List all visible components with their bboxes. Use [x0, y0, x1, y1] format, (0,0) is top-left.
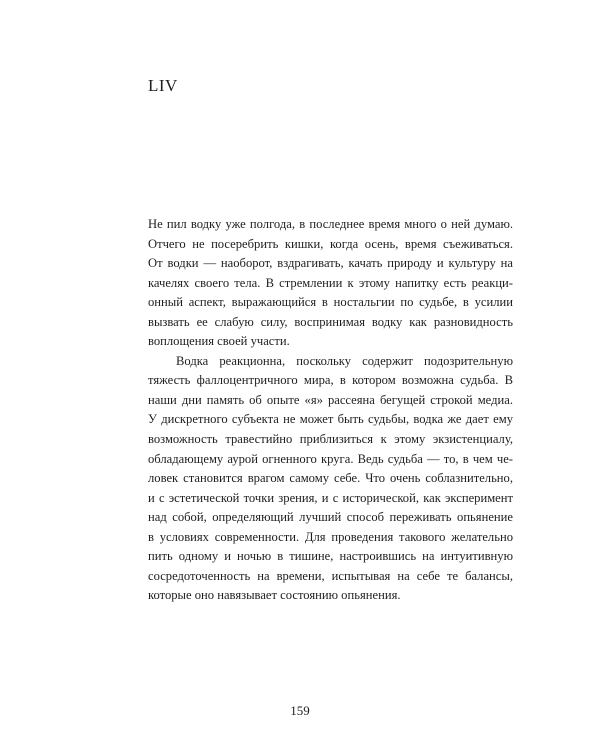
text-line: тяжесть фаллоцентричного мира, в котором возможна судьба. В — [148, 373, 513, 388]
page-number: 159 — [290, 703, 310, 718]
text-line: Водка реакционна, поскольку содержит подозрительную — [176, 353, 513, 368]
text-line: пить одному и ночью в тишине, настроившись на интуитивную — [148, 549, 513, 564]
text-line: ловек становится врагом самому себе. Что очень соблазнительно, — [148, 471, 513, 486]
text-line: возможность травестийно приблизиться к этому экзистенциалу, — [148, 432, 513, 447]
body-text — [148, 215, 513, 606]
text-line: в условиях современности. Для проведения такового желательно — [148, 529, 513, 544]
text-line: обладающему аурой огненного круга. Ведь судьба — то, в чем че- — [148, 451, 513, 466]
text-line: Не пил водку уже полгода, в последнее время много о ней думаю. — [148, 217, 513, 231]
text-line: качелях своего тела. В стремлении к этому напитку есть реакци- — [148, 275, 513, 290]
text-line: наши дни память об опыте «я» рассеяна бегущей строкой медиа. — [148, 392, 513, 407]
text-line: и с эстетической точки зрения, и с исторической, как эксперимент — [148, 490, 513, 505]
text-line: которые оно навязывает состоянию опьянения. — [148, 588, 401, 603]
chapter-heading: LIV — [148, 76, 178, 95]
text-line: над собой, определяющий лучший способ переживать опьянение — [148, 510, 513, 525]
text-line: воплощения своей участи. — [148, 334, 290, 349]
text-line: сосредоточенность на времени, испытывая на себе те балансы, — [148, 568, 513, 583]
paragraph — [148, 215, 513, 352]
text-line: онный аспект, выражающийся в ностальгии по судьбе, в усилии — [148, 295, 513, 310]
text-line: От водки — наоборот, вздрагивать, качать природу и культуру на — [148, 256, 513, 271]
text-line: У дискретного субъекта не может быть судьбы, водка же дает ему — [148, 412, 513, 427]
paragraph — [148, 352, 513, 606]
text-line: вызвать ее слабую силу, воспринимая водку как разновидность — [148, 314, 513, 329]
text-line: Отчего не посеребрить кишки, когда осень, время съеживаться. — [148, 236, 513, 251]
